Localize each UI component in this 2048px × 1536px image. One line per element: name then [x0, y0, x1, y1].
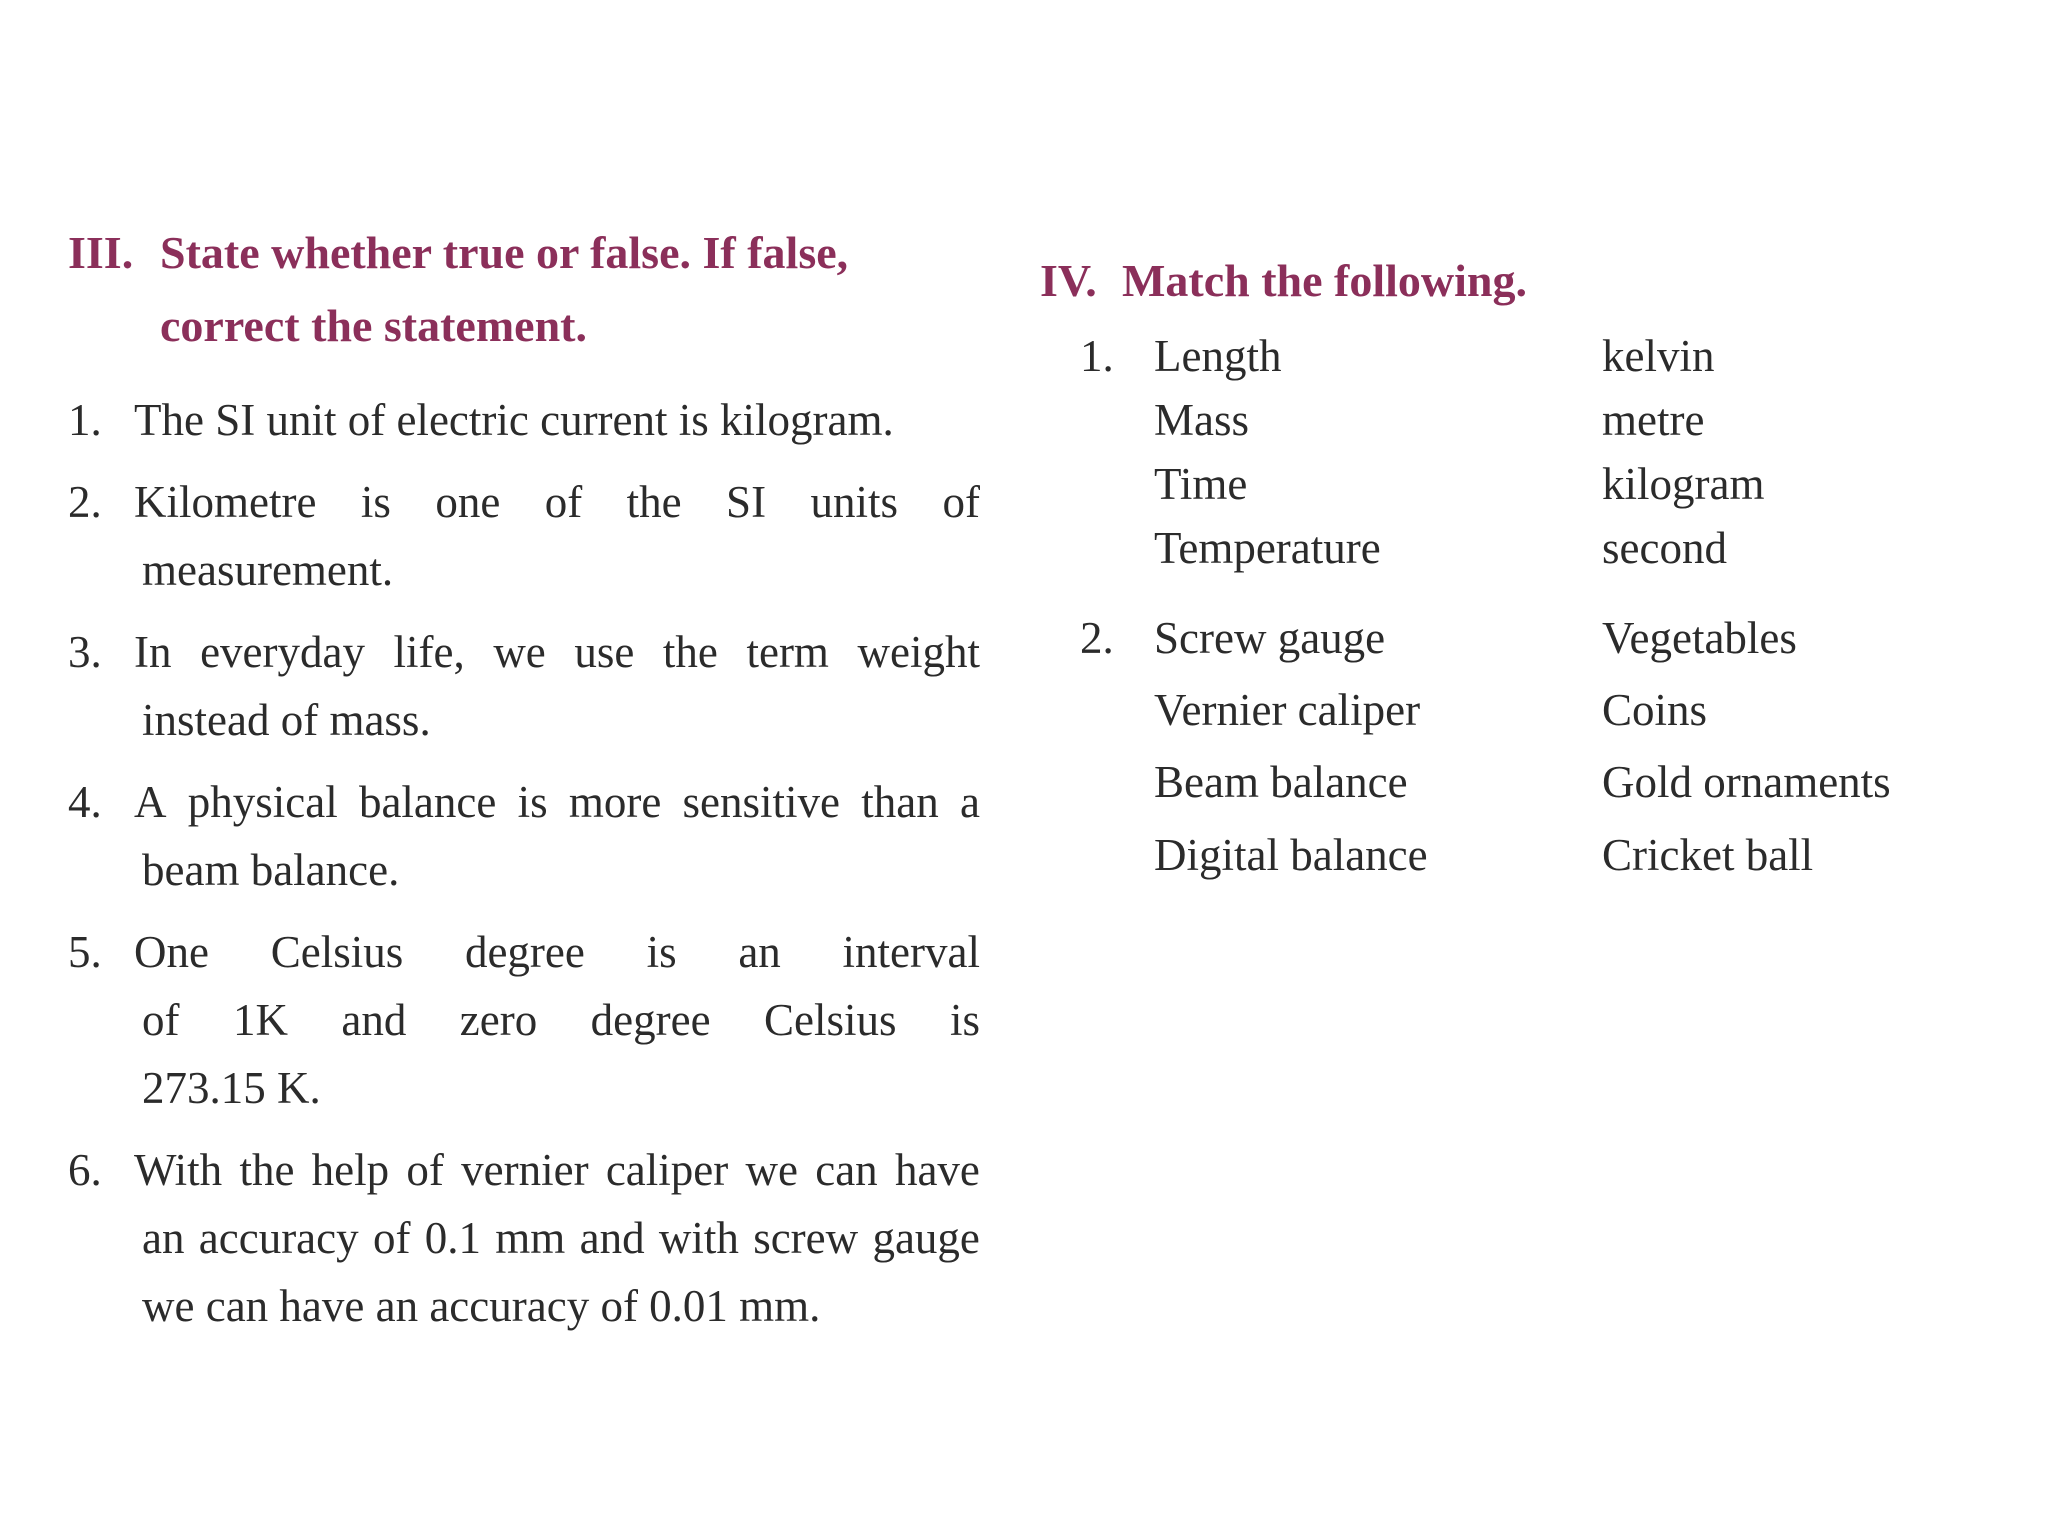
- section-3-title-line-2: correct the statement.: [160, 300, 587, 351]
- section-3-heading: [68, 227, 968, 280]
- item-text-line-2: instead of mass.: [142, 695, 431, 745]
- item-text-line-3: 273.15 K.: [142, 1063, 321, 1113]
- item-text-line-1: A physical balance is more sensitive than a: [134, 777, 980, 827]
- section-4-number: IV.: [1040, 255, 1097, 306]
- item-text-line-2: measurement.: [142, 545, 394, 595]
- section-3-heading-continued: [160, 300, 587, 351]
- item-text-line-1: Kilometre is one of the SI units of: [134, 477, 980, 527]
- group-number: 1.: [1080, 331, 1114, 381]
- match-right-item: Coins: [1602, 685, 1708, 735]
- match-left-item: Digital balance: [1154, 830, 1428, 880]
- item-text-line-2: an accuracy of 0.1 mm and with screw gauge: [142, 1213, 980, 1263]
- item-number: 6.: [68, 1145, 102, 1195]
- match-left-item: Temperature: [1154, 523, 1381, 573]
- match-left-item: Time: [1154, 459, 1248, 509]
- item-text-line-1: One Celsius degree is an interval: [134, 927, 980, 977]
- match-right-item: Gold ornaments: [1602, 757, 1891, 807]
- match-left-item: Mass: [1154, 395, 1250, 445]
- item-text-line-2: of 1K and zero degree Celsius is: [142, 995, 980, 1045]
- match-right-item: kelvin: [1602, 331, 1715, 381]
- item-text-line-2: beam balance.: [142, 845, 400, 895]
- section-4-heading: [1040, 255, 1640, 308]
- match-right-item: metre: [1602, 395, 1705, 445]
- match-left-item: Screw gauge: [1154, 613, 1386, 663]
- match-right-item: Cricket ball: [1602, 830, 1814, 880]
- item-text: The SI unit of electric current is kilogram.: [134, 395, 894, 445]
- item-number: 3.: [68, 627, 102, 677]
- match-left-item: Length: [1154, 331, 1282, 381]
- item-text-line-1: In everyday life, we use the term weight: [134, 627, 980, 677]
- match-left-item: Vernier caliper: [1154, 685, 1421, 735]
- match-right-item: second: [1602, 523, 1727, 573]
- match-right-item: kilogram: [1602, 459, 1765, 509]
- item-number: 2.: [68, 477, 102, 527]
- item-text-line-1: With the help of vernier caliper we can have: [134, 1145, 980, 1195]
- section-4-title: Match the following.: [1122, 255, 1528, 306]
- item-number: 5.: [68, 927, 102, 977]
- group-number: 2.: [1080, 613, 1114, 663]
- item-number: 1.: [68, 395, 102, 445]
- section-3-number: III.: [68, 227, 134, 278]
- item-number: 4.: [68, 777, 102, 827]
- match-right-item: Vegetables: [1602, 613, 1797, 663]
- section-3-title-line-1: State whether true or false. If false,: [160, 227, 849, 278]
- match-left-item: Beam balance: [1154, 757, 1408, 807]
- item-text-line-3: we can have an accuracy of 0.01 mm.: [142, 1281, 821, 1331]
